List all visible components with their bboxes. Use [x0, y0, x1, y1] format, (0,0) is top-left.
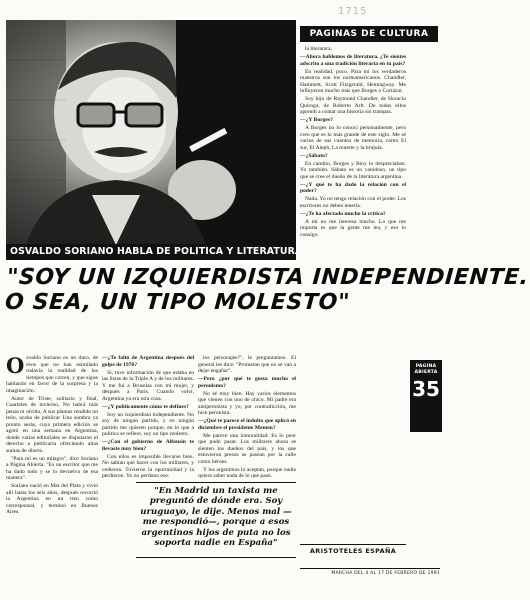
interview-answer: Con ellos es imposible llevarse bien. No sabían qué hacer con los militares, y cedieron. Tuvieron la oportunidad y la perdieron. Yo no perdono eso. — [102, 453, 194, 479]
col1-paragraph: "Para mí es un milagro", dice Soriano a Página Abierta. "Es un escritor que me ha dado todo y se lo devuelvo de esa manera". — [6, 455, 98, 481]
footer-issue-date: MARCHA DEL 4 AL 17 DE FEBRERO DE 1991 — [331, 571, 440, 576]
page-number-tab-label: PAGINA ABIERTA — [414, 364, 438, 375]
interview-question: —¿Te ha afectado mucho la crítica? — [300, 210, 386, 217]
kicker-text: OSVALDO SORIANO HABLA DE POLITICA Y LITERATURA — [10, 246, 303, 257]
interview-question: —Ahora hablemos de literatura. ¿Te sientes adscrito a una tradición literaria en tu país? — [300, 54, 406, 67]
interview-question: —¿Con el gobierno de Alfonsín te llevaste muy bien? — [102, 439, 194, 452]
col1-paragraph: Soriano nació en Mar del Plata y vivió allí hasta los seis años, después recorrió la Argentina en un tren como corresponsal, y terminó en Buenos Aires. — [6, 483, 98, 515]
pull-quote: "En Madrid un taxista me preguntó de dónde era. Soy uruguayo, le dije. Menos mal —me respondió—, porque a esos argentinos hijos de puta no los soporta nadie en España" — [136, 482, 296, 558]
interview-question: —¿Y políticamente cómo te defines? — [102, 403, 189, 410]
footer-rule — [300, 568, 440, 569]
handwritten-page-mark: 1715 — [338, 6, 368, 17]
interview-answer: Soy un izquierdista independiente. No soy de ningún partido, y en ningún partido me quieren porque, en lo que a política se refiere, soy un tipo molesto. — [102, 411, 194, 437]
interview-answer: Me parece una inmoralidad. Es lo peor que pudo pasar. Los militares ahora se sienten los dueños del país, y los que estuvieron presos se pasean por la calle como héroes. — [198, 432, 296, 465]
interview-answer: A mí no me interesa mucho. Lo que me importa es que la gente me lea, y eso lo consigo. — [300, 218, 406, 238]
article-column-1 — [6, 355, 98, 560]
interview-answer: No sé muy bien. Hay varios elementos que vienen con uno de chico. Mi padre era antiperonista y yo, por contradicción, me hice peronista. — [198, 390, 296, 416]
interview-question: —Pero ¿por qué te gusta mucho el peronismo? — [198, 376, 296, 389]
col1-paragraph: svaldo Soriano es un duro, de ésos que no han asimilado todavía la realidad de los tiempos que corren, y que sigue hablando en favor de la sorpresa y la imaginación. — [6, 355, 98, 394]
page-number-tab — [410, 360, 442, 432]
headline-line-2: O SEA, UN TIPO MOLESTO" — [4, 290, 351, 315]
col1-paragraph: Autor de Triste, solitario y final, Cuarteles de invierno, No habrá más penas ni olvido, A sus plantas rendido un león, acaba de publicar Una sombra ya pronto serás, cuya primera edición se agotó en una semana en Argentina, donde varias editoriales se disputaron el derecho a publicarla ofreciendo altas sumas de dinero. — [6, 395, 98, 454]
interview-question: —¿Te faltó de Argentina después del golpe de 1976? — [102, 355, 194, 368]
section-tag: PAGINAS DE CULTURA — [300, 26, 438, 42]
interview-question: —¿Y Borges? — [300, 117, 333, 123]
interview-answer: Soy hijo de Raymond Chandler, de Horacio Quiroga, de Roberto Arlt. De todos ellos aprendí a contar una historia sin trampas. — [300, 96, 406, 115]
interview-answer: Y los argentinos lo aceptan, porque nadie quiere saber nada de lo que pasó. — [198, 466, 296, 479]
interview-question: —¿Y qué te ha dado la relación con el poder? — [300, 181, 406, 194]
interview-answer: En cambio, Borges y Bioy lo despreciaban. Yo también. Sábato es un vanidoso, un tipo que se cree el dueño de la literatura argentina. — [300, 160, 406, 180]
article-column-4 — [300, 46, 406, 542]
headline — [4, 265, 530, 315]
page-number: 35 — [412, 377, 440, 402]
author-photo — [6, 20, 296, 245]
drop-cap: O — [6, 353, 25, 378]
interview-answer: A Borges no lo conocí personalmente, pero creo que es lo más grande de este siglo. Me sé varios de sus cuentos de memoria, como El sur, El Aleph, La muerte y la brújula. — [300, 125, 406, 151]
headline-line-1: "SOY UN IZQUIERDISTA INDEPENDIENTE. — [6, 265, 530, 290]
author-byline: ARISTOTELES ESPAÑA — [300, 544, 406, 555]
interview-question: —¿Sábato? — [300, 152, 328, 159]
interview-answer: En realidad, poco. Para mí los verdaderos maestros son los norteamericanos. Chandler, Hammett, Scott Fitzgerald, Hemingway. Me influyeron mucho más que Borges o Cortázar. — [300, 68, 406, 94]
interview-answer: Sí, tuve información de que estaba en las listas de la Triple A y de los militares. Y me fui a Bruselas con mi mujer, y después a París. Cuando volví, Argentina ya era otra cosa. — [102, 369, 194, 402]
interview-answer: Nada. Yo no tengo relación con el poder. Los escritores no deben tenerla. — [300, 196, 406, 209]
portrait-photo-graphic — [6, 20, 296, 245]
interview-answer: la literatura. — [305, 46, 333, 52]
interview-answer: los personajes?", le preguntamos. El general les dice: "Prometan que no se van a dejar engañar". — [198, 355, 296, 374]
interview-question: —¿Qué te parece el indulto que aplicó en diciembre el presidente Menem? — [198, 418, 296, 431]
